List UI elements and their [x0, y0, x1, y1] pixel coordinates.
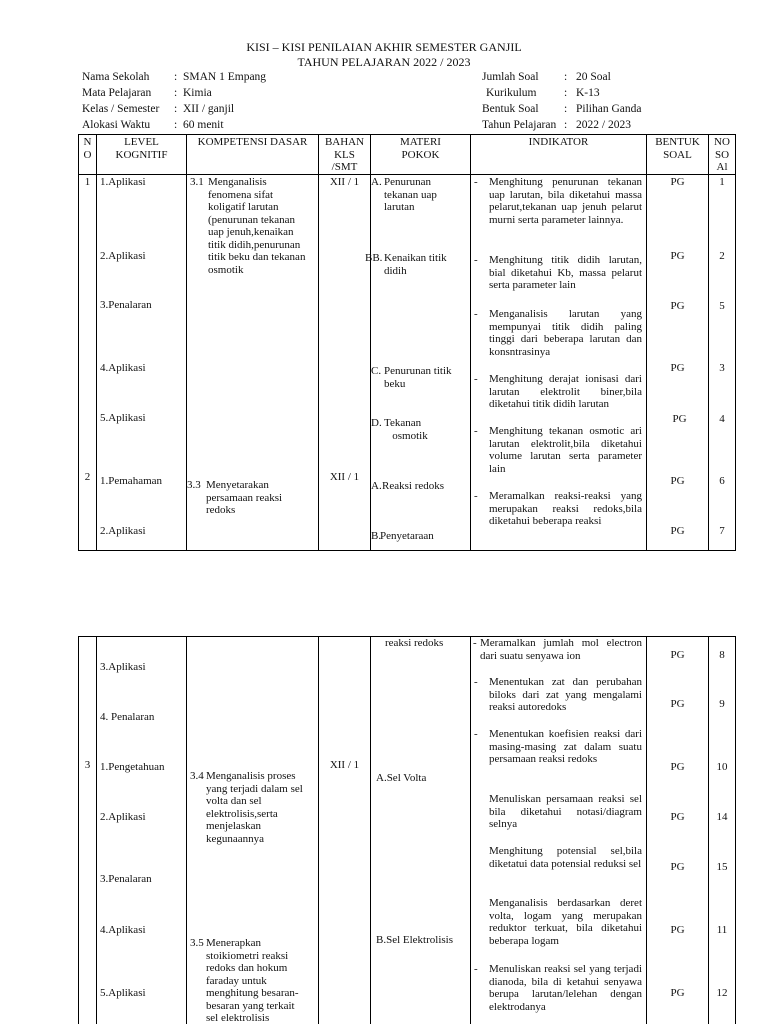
materi-text: A.Sel Volta [376, 772, 427, 784]
info-colon: : [174, 119, 178, 131]
bentuk-cell: PG [670, 761, 685, 773]
bentuk-cell: PG [672, 413, 687, 425]
bentuk-cell: PG [670, 811, 685, 823]
level-cell: 1.Pengetahuan [100, 761, 165, 773]
indikator-cell: Menghitung penurunan tekanan uap larutan, bila diketahui massa pelarut,tekanan uap jenuh pelarut murni serta parameter lainnya. [489, 176, 642, 226]
indikator-cell: Meramalkan reaksi-reaksi yang merupakan reaksi redoks,bila diketahui beberapa reaksi [489, 490, 642, 527]
materi-text: Tekanan osmotik [384, 417, 428, 442]
header-indikator: INDIKATOR [528, 136, 589, 148]
indikator-cell: Menentukan zat dan perubahan biloks dari zat yang mengalami reaksi autoredoks [489, 676, 642, 713]
nosoal-cell: 8 [719, 649, 725, 661]
bahan-cell: XII / 1 [329, 759, 360, 771]
kd-text: Menerapkan stoikiometri reaksi redoks dan hokum faraday untuk menghitung besaran- besaran yang terkait sel elektrolisis [206, 937, 299, 1024]
indikator-cell: Menuliskan persamaan reaksi sel bila diketahui notasi/diagram selnya [489, 793, 642, 830]
level-cell: 5.Aplikasi [100, 987, 146, 999]
indikator-cell: Menghitung derajat ionisasi dari larutan elektrolit biner,bila diketahui titik didih larutan [489, 373, 642, 410]
kd-number: 3.5 [190, 937, 204, 949]
info-label: Kurikulum [486, 87, 537, 99]
kd-number: 3.1 [190, 176, 204, 188]
info-label: Kelas / Semester [82, 103, 160, 115]
document-subtitle: TAHUN PELAJARAN 2022 / 2023 [297, 55, 471, 69]
info-value: K-13 [576, 87, 600, 99]
info-value: Pilihan Ganda [576, 103, 642, 115]
info-value: 60 menit [183, 119, 224, 131]
indikator-cell: Menuliskan reaksi sel yang terjadi dianoda, bila di ketahui senyawa berupa larutan/lelehan dengan elektrodanya [489, 963, 642, 1013]
nosoal-cell: 1 [719, 176, 725, 188]
header-nosoal: NO SO Al [714, 136, 730, 173]
bentuk-cell: PG [670, 987, 685, 999]
kd-text: Menyetarakan persamaan reaksi redoks [206, 479, 283, 516]
indikator-cell: Menentukan koefisien reaksi dari masing-masing zat dalam suatu persamaan reaksi redoks [489, 728, 642, 765]
indikator-cell: Menghitung titik didih larutan, bial diketahui Kb, massa pelarut serta parameter lain [489, 254, 642, 291]
kd-text: Menganalisis proses yang terjadi dalam sel volta dan sel elektrolisis,serta menjelaskan kegunaannya [206, 770, 303, 845]
bentuk-cell: PG [670, 250, 685, 262]
materi-lead: A. [371, 480, 382, 492]
bahan-cell: XII / 1 [329, 176, 360, 188]
materi-text: Kenaikan titik didih [384, 252, 447, 277]
level-cell: 2.Aplikasi [100, 250, 146, 262]
row-number: 1 [84, 176, 91, 188]
header-bentuk: BENTUK SOAL [655, 136, 700, 161]
nosoal-cell: 7 [719, 525, 725, 537]
materi-lead: B. [371, 530, 382, 542]
materi-lead: BB. [365, 252, 383, 264]
bentuk-cell: PG [670, 861, 685, 873]
kd-text: Menganalisis fenomena sifat koligatif larutan (penurunan tekanan uap jenuh,kenaikan titik didih,penurunan titik beku dan tekanan osmotik [208, 176, 306, 276]
header-no: N O [83, 136, 92, 161]
info-label: Alokasi Waktu [82, 119, 151, 131]
kd-number: 3.3 [187, 479, 201, 491]
header-bahan: BAHAN KLS /SMT [324, 136, 365, 173]
bentuk-cell: PG [670, 525, 685, 537]
info-colon: : [564, 103, 568, 115]
level-cell: 1.Pemahaman [100, 475, 163, 487]
info-label: Nama Sekolah [82, 71, 150, 83]
indikator-cell: Menghitung tekanan osmotic ari larutan elektrolit,bila diketahui volume larutan serta parameter lain [489, 425, 642, 475]
header-level: LEVEL KOGNITIF [115, 136, 168, 161]
nosoal-cell: 3 [719, 362, 725, 374]
indikator-cell: Menganalisis berdasarkan deret volta, logam yang merupakan reduktor terkuat, bila diketahui beberapa logam [489, 897, 642, 947]
materi-text: B.Sel Elektrolisis [376, 934, 453, 946]
info-label: Mata Pelajaran [82, 87, 152, 99]
materi-text: Penurunan titik beku [384, 365, 452, 390]
info-colon: : [564, 71, 568, 83]
info-label: Bentuk Soal [482, 103, 539, 115]
nosoal-cell: 11 [716, 924, 728, 936]
info-value: Kimia [183, 87, 212, 99]
materi-text: Penyetaraan [380, 530, 434, 542]
nosoal-cell: 5 [719, 300, 725, 312]
level-cell: 3.Aplikasi [100, 661, 146, 673]
info-value: 20 Soal [576, 71, 611, 83]
document-title: KISI – KISI PENILAIAN AKHIR SEMESTER GANJIL [246, 40, 522, 54]
info-label: Tahun Pelajaran [482, 119, 557, 131]
indikator-cell: Menganalisis larutan yang mempunyai titik didih paling tinggi dari beberapa larutan dan konsntrasinya [489, 308, 642, 358]
bentuk-cell: PG [670, 362, 685, 374]
level-cell: 4.Aplikasi [100, 362, 146, 374]
nosoal-cell: 4 [719, 413, 725, 425]
materi-text: reaksi redoks [385, 637, 444, 649]
level-cell: 2.Aplikasi [100, 525, 146, 537]
bahan-cell: XII / 1 [329, 471, 360, 483]
nosoal-cell: 10 [716, 761, 728, 773]
nosoal-cell: 9 [719, 698, 725, 710]
info-value: SMAN 1 Empang [183, 71, 267, 83]
nosoal-cell: 6 [719, 475, 725, 487]
materi-text: Penurunan tekanan uap larutan [384, 176, 437, 213]
level-cell: 4. Penalaran [100, 711, 155, 723]
level-cell: 4.Aplikasi [100, 924, 146, 936]
bentuk-cell: PG [670, 300, 685, 312]
bentuk-cell: PG [670, 924, 685, 936]
nosoal-cell: 14 [716, 811, 728, 823]
bentuk-cell: PG [670, 475, 685, 487]
info-colon: : [174, 103, 178, 115]
indikator-cell: Meramalkan jumlah mol electron dari suatu senyawa ion [480, 637, 642, 662]
materi-lead: D. [371, 417, 382, 429]
bentuk-cell: PG [670, 176, 685, 188]
info-colon: : [564, 119, 568, 131]
materi-text: Reaksi redoks [382, 480, 445, 492]
bentuk-cell: PG [670, 649, 685, 661]
nosoal-cell: 12 [716, 987, 728, 999]
info-value: 2022 / 2023 [576, 119, 631, 131]
indikator-cell: Menghitung potensial sel,bila diketatui data potensial reduksi sel [489, 845, 642, 870]
materi-lead: A. [371, 176, 382, 188]
header-kd: KOMPETENSI DASAR [197, 136, 308, 148]
info-colon: : [174, 87, 178, 99]
level-cell: 3.Penalaran [100, 873, 152, 885]
kd-number: 3.4 [190, 770, 204, 782]
info-colon: : [564, 87, 568, 99]
info-value: XII / ganjil [183, 103, 235, 115]
info-label: Jumlah Soal [482, 71, 539, 83]
row-number: 3 [84, 759, 91, 771]
level-cell: 1.Aplikasi [100, 176, 146, 188]
level-cell: 3.Penalaran [100, 299, 152, 311]
nosoal-cell: 15 [716, 861, 728, 873]
nosoal-cell: 2 [719, 250, 725, 262]
level-cell: 5.Aplikasi [100, 412, 146, 424]
row-number: 2 [84, 471, 91, 483]
header-materi: MATERI POKOK [400, 136, 441, 161]
level-cell: 2.Aplikasi [100, 811, 146, 823]
info-colon: : [174, 71, 178, 83]
materi-lead: C. [371, 365, 382, 377]
bentuk-cell: PG [670, 698, 685, 710]
